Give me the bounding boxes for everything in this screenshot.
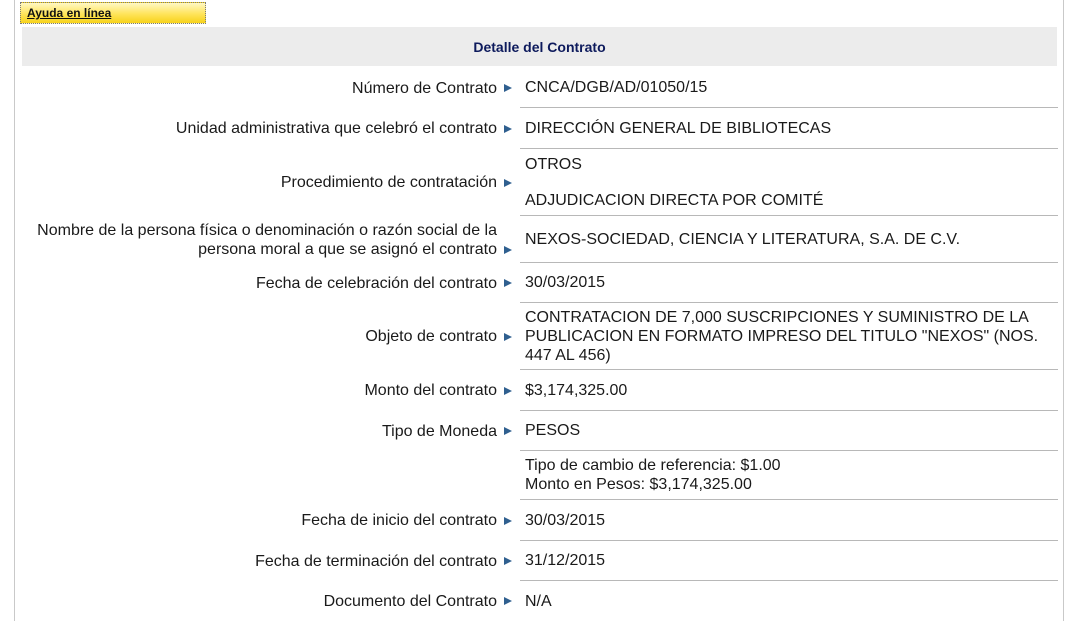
arrow-right-icon	[501, 216, 515, 263]
arrow-right-icon	[501, 541, 515, 581]
contract-number-value: CNCA/DGB/AD/01050/15	[520, 68, 1058, 108]
currency-type-row	[22, 411, 1058, 451]
contractor-name-label: Nombre de la persona física o denominación o razón social de la persona moral a que se asignó el contrato	[37, 222, 497, 258]
exchange-rate-label	[22, 451, 501, 500]
admin-unit-row	[22, 108, 1058, 149]
end-date-label: Fecha de terminación del contrato	[255, 552, 497, 570]
arrow-right-icon	[501, 581, 515, 621]
start-date-value: 30/03/2015	[520, 500, 1058, 541]
arrow-right-icon	[501, 500, 515, 541]
signing-date-label: Fecha de celebración del contrato	[255, 274, 497, 292]
contract-document-row	[22, 581, 1058, 621]
arrow-right-icon	[501, 370, 515, 411]
arrow-right-icon	[501, 149, 515, 216]
contract-amount-row	[22, 370, 1058, 411]
procurement-procedure-row	[22, 149, 1058, 216]
signing-date-value: 30/03/2015	[520, 263, 1058, 303]
contract-object-label: Objeto de contrato	[365, 328, 497, 345]
currency-type-value: PESOS	[520, 411, 1058, 451]
start-date-row	[22, 500, 1058, 541]
arrow-right-icon	[501, 263, 515, 303]
online-help-button[interactable]: Ayuda en línea	[20, 2, 206, 24]
exchange-rate-value: Tipo de cambio de referencia: $1.00 Monto en Pesos: $3,174,325.00	[520, 451, 1058, 500]
arrow-right-icon	[501, 108, 515, 149]
arrow-right-icon	[501, 68, 515, 108]
contractor-name-value: NEXOS-SOCIEDAD, CIENCIA Y LITERATURA, S.A. DE C.V.	[520, 216, 1058, 263]
contract-document-value: N/A	[525, 592, 552, 610]
end-date-row	[22, 541, 1058, 581]
procurement-procedure-value: OTROS ADJUDICACION DIRECTA POR COMITÉ	[520, 149, 1058, 216]
arrow-right-icon	[501, 303, 515, 370]
admin-unit-label: Unidad administrativa que celebró el contrato	[175, 120, 497, 137]
contract-document-label: Documento del Contrato	[323, 592, 497, 610]
contract-object-value: CONTRATACION DE 7,000 SUSCRIPCIONES Y SUMINISTRO DE LA PUBLICACION EN FORMATO IMPRESO DEL TITULO "NEXOS" (NOS. 447 AL 456)	[520, 303, 1058, 370]
contract-object-row	[22, 303, 1058, 370]
start-date-label: Fecha de inicio del contrato	[301, 512, 497, 529]
end-date-value: 31/12/2015	[520, 541, 1058, 581]
arrow-right-icon	[501, 411, 515, 451]
contract-amount-value: $3,174,325.00	[520, 370, 1058, 411]
exchange-rate-row	[22, 451, 1058, 500]
admin-unit-value: DIRECCIÓN GENERAL DE BIBLIOTECAS	[520, 108, 1058, 149]
contract-detail-header: Detalle del Contrato	[22, 27, 1057, 66]
signing-date-row	[22, 263, 1058, 303]
procurement-procedure-label: Procedimiento de contratación	[280, 174, 497, 191]
currency-type-label: Tipo de Moneda	[381, 422, 497, 440]
contract-number-label: Número de Contrato	[352, 79, 497, 97]
contract-amount-label: Monto del contrato	[364, 382, 497, 399]
contract-number-row	[22, 68, 1058, 108]
contractor-name-row	[22, 216, 1058, 263]
